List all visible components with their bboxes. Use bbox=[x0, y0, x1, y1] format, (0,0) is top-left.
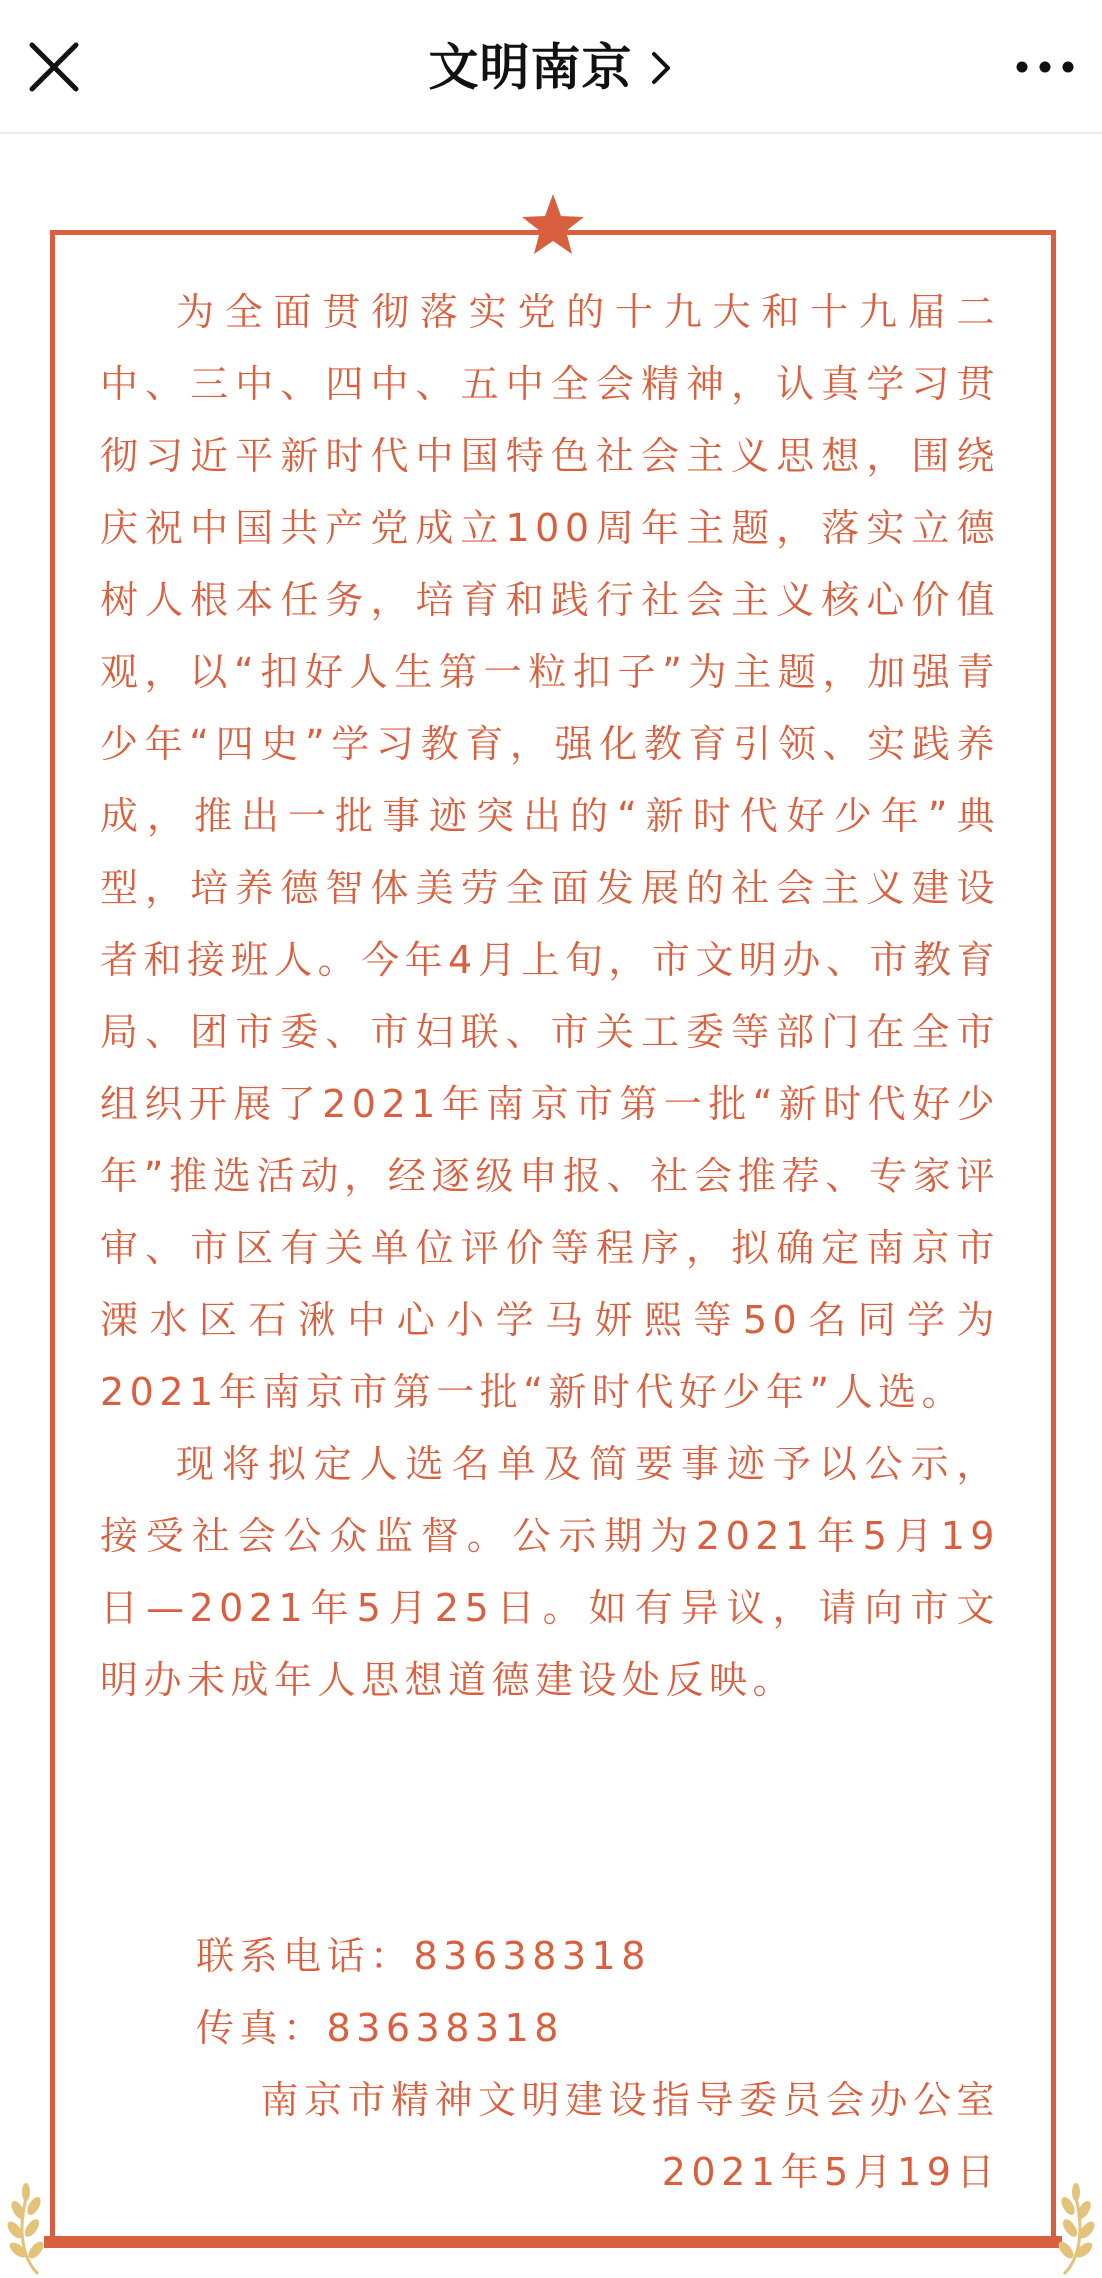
more-icon[interactable] bbox=[1010, 44, 1080, 90]
issuer-name: 南京市精神文明建设指导委员会办公室 bbox=[260, 2078, 1000, 2122]
contact-fax: 传真：83638318 bbox=[196, 2006, 564, 2050]
frame-bottom-bar bbox=[44, 2236, 1062, 2248]
issue-date: 2021年5月19日 bbox=[661, 2150, 1000, 2194]
account-title-link[interactable] bbox=[0, 32, 1102, 102]
laurel-icon bbox=[1048, 2180, 1098, 2276]
contact-phone: 联系电话：83638318 bbox=[196, 1934, 651, 1978]
page-title: 文明南京 bbox=[428, 38, 633, 97]
top-navigation-bar bbox=[0, 0, 1102, 134]
article-paragraph: 为全面贯彻落实党的十九大和十九届二中、三中、四中、五中全会精神，认真学习贯彻习近平新时代中国特色社会主义思想，围绕庆祝中国共产党成立100周年主题，落实立德树人根本任务，培育和践行社会主义核心价值观，以“扣好人生第一粒扣子”为主题，加强青少年“四史”学习教育，强化教育引领、实践养成，推出一批事迹突出的“新时代好少年”典型，培养德智体美劳全面发展的社会主义建设者和接班人。今年4月上旬，市文明办、市教育局、团市委、市妇联、市关工委等部门在全市组织开展了2021年南京市第一批“新时代好少年”推选活动，经逐级申报、社会推荐、专家评审、市区有关单位评价等程序，拟确定南京市溧水区石湫中心小学马妍熙等50名同学为2021年南京市第一批“新时代好少年”人选。 bbox=[100, 290, 1000, 1414]
chevron-right-icon bbox=[648, 48, 674, 88]
star-icon bbox=[520, 192, 586, 258]
laurel-icon bbox=[4, 2180, 54, 2276]
article-paragraph: 现将拟定人选名单及简要事迹予以公示，接受社会公众监督。公示期为2021年5月19日—2021年5月25日。如有异议，请向市文明办未成年人思想道德建设处反映。 bbox=[100, 1442, 1000, 1702]
article-body bbox=[100, 276, 1000, 1716]
contact-block bbox=[100, 1920, 1000, 2208]
